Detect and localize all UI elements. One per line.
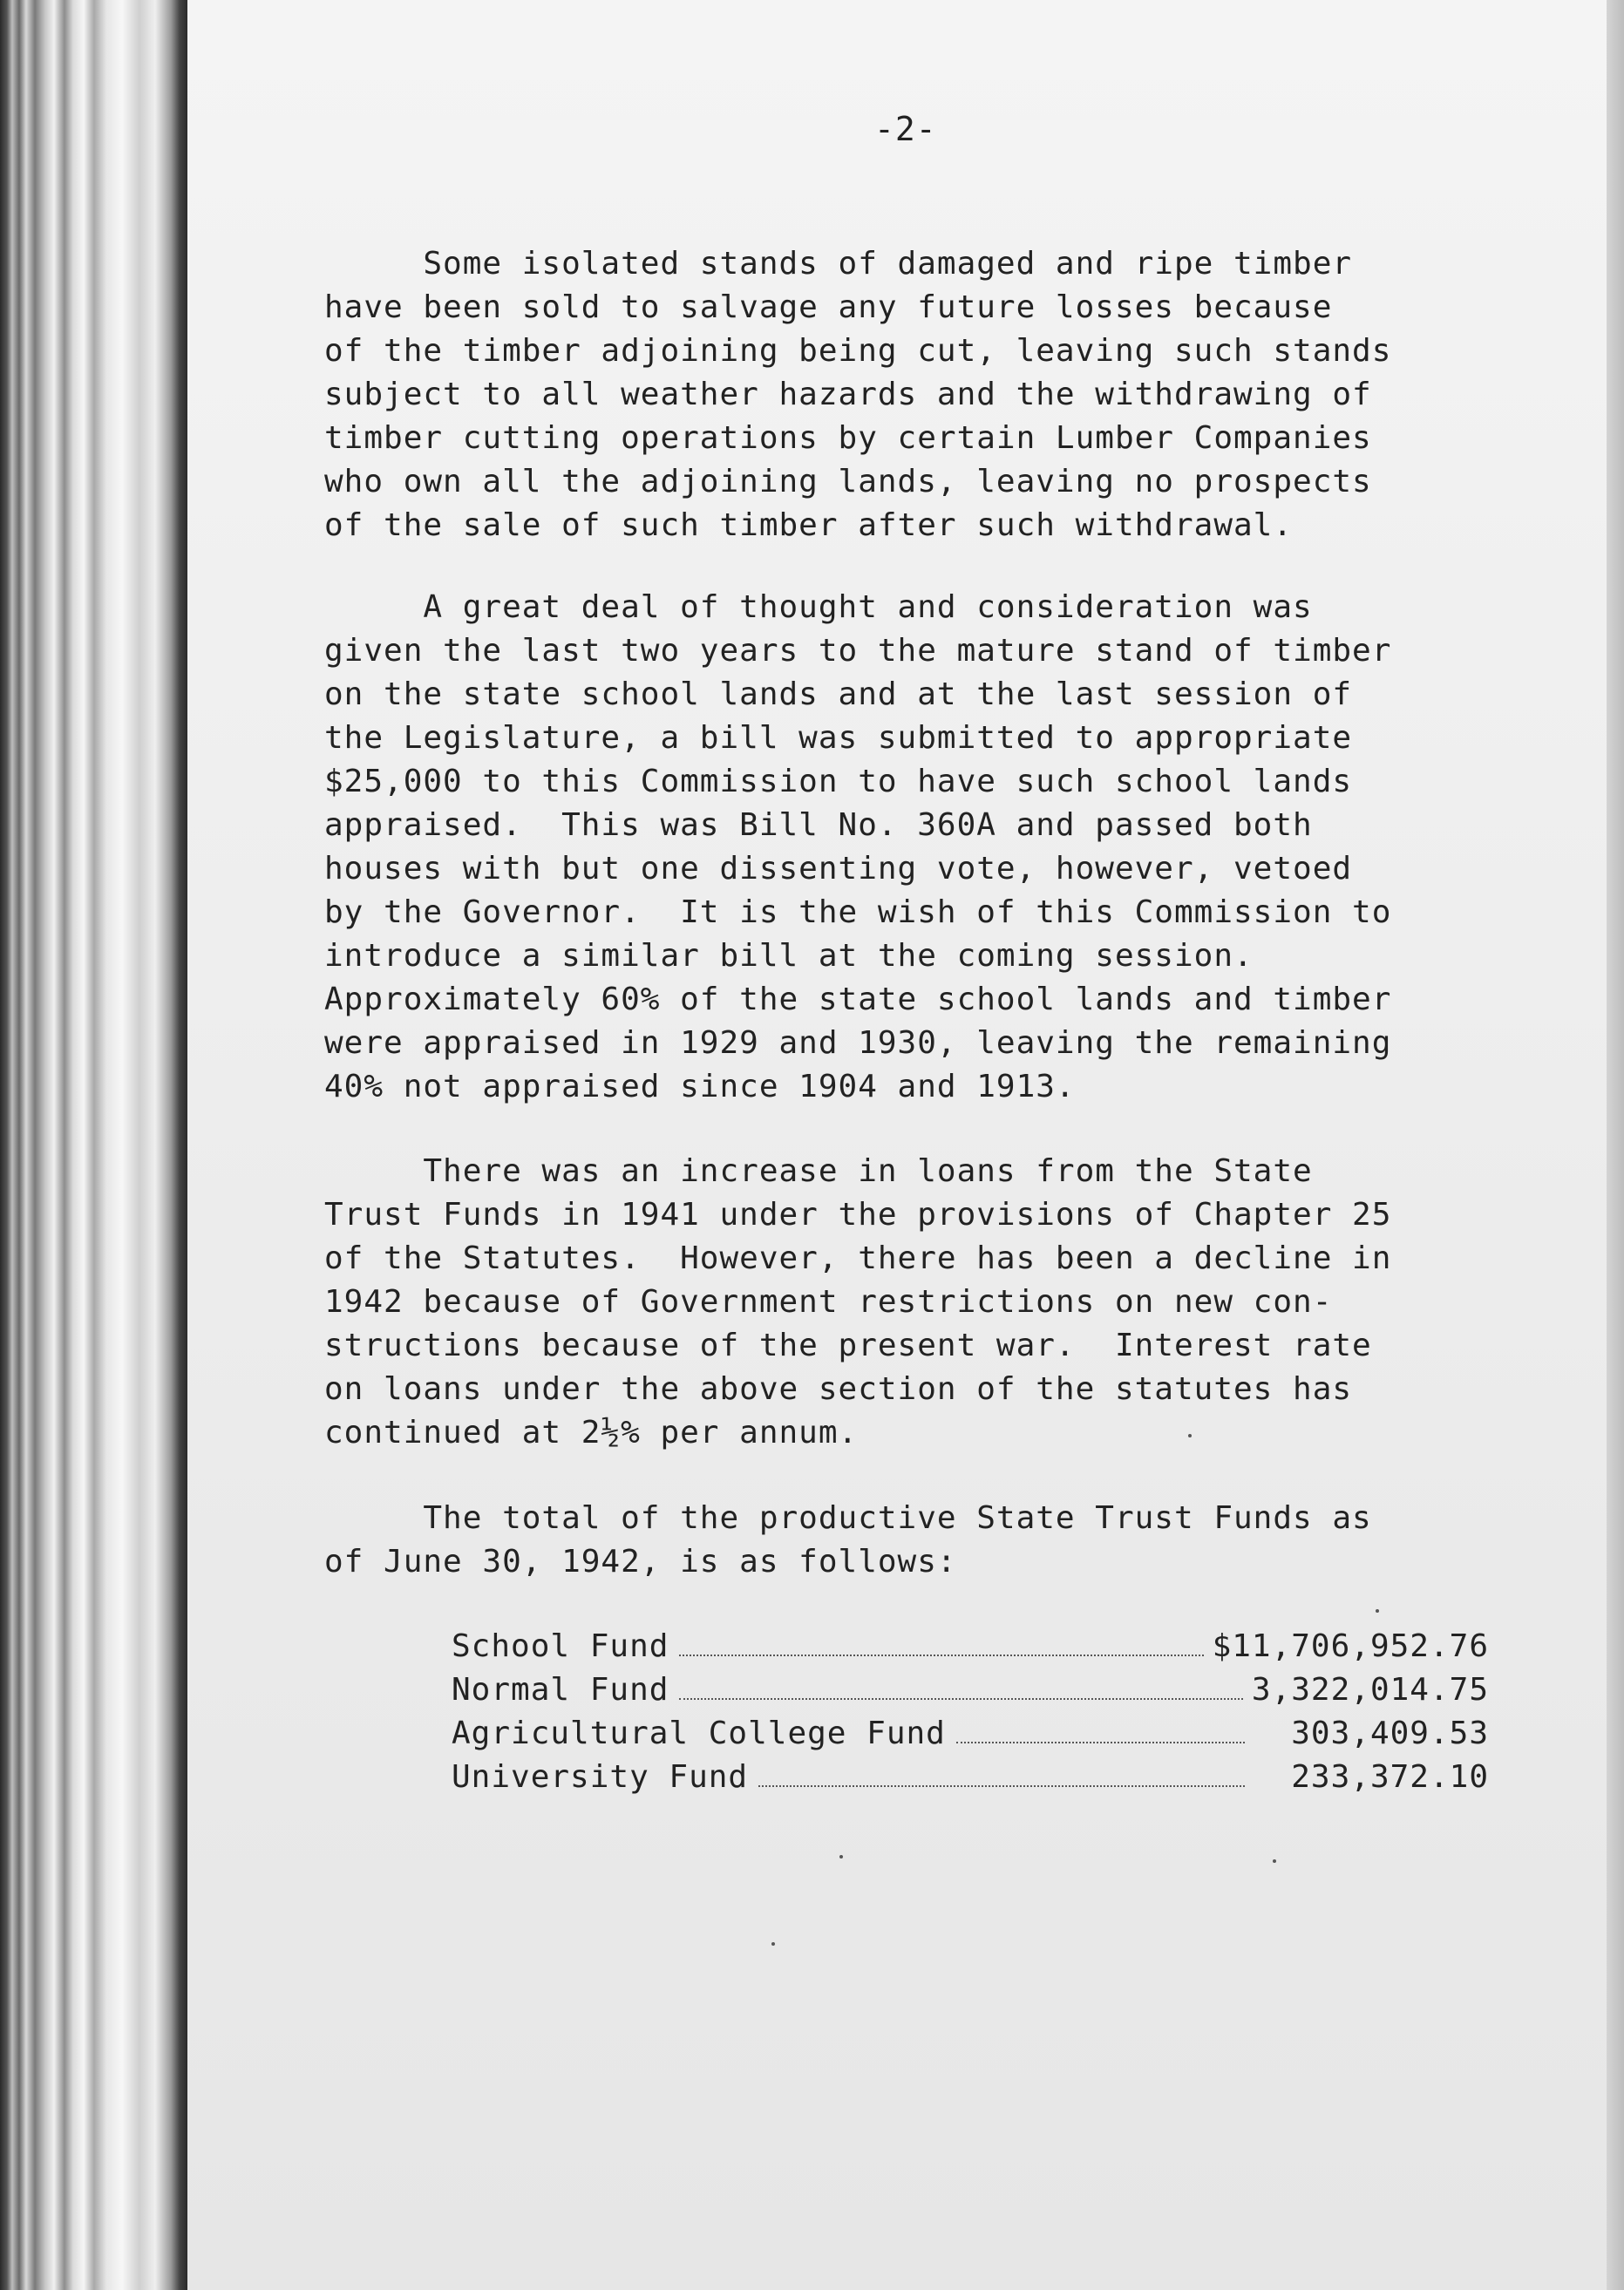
text-line: of the timber adjoining being cut, leaving such stands xyxy=(324,333,1392,369)
fund-row xyxy=(452,1756,1489,1799)
fund-row xyxy=(452,1712,1489,1756)
trust-fund-table xyxy=(452,1625,1489,1799)
fund-amount: $11,706,952.76 xyxy=(1212,1628,1489,1664)
text-line: of the Statutes. However, there has been a decline in xyxy=(324,1240,1392,1276)
paper-speck xyxy=(771,1942,775,1946)
paragraph-trust-fund-loans xyxy=(324,1150,1501,1455)
text-line: $25,000 to this Commission to have such school lands xyxy=(324,764,1353,799)
text-line: on loans under the above section of the statutes has xyxy=(324,1371,1353,1407)
paper-speck xyxy=(1188,1434,1192,1437)
dot-leader xyxy=(679,1655,1203,1656)
dot-leader xyxy=(758,1785,1245,1787)
paper-speck xyxy=(1376,1609,1379,1613)
fund-name: Normal Fund xyxy=(452,1672,669,1708)
text-line: on the state school lands and at the last session of xyxy=(324,676,1353,712)
text-line: who own all the adjoining lands, leaving no prospects xyxy=(324,464,1372,499)
dot-leader xyxy=(679,1698,1242,1700)
paper-speck xyxy=(839,1855,843,1859)
text-line: of the sale of such timber after such withdrawal. xyxy=(324,507,1294,543)
text-line: of June 30, 1942, is as follows: xyxy=(324,1544,957,1580)
text-line: 40% not appraised since 1904 and 1913. xyxy=(324,1069,1076,1104)
text-line: 1942 because of Government restrictions on new con- xyxy=(324,1284,1333,1320)
paragraph-timber-salvage xyxy=(324,242,1501,547)
text-line: the Legislature, a bill was submitted to appropriate xyxy=(324,720,1353,756)
fund-amount: 233,372.10 xyxy=(1291,1759,1489,1795)
page-right-edge xyxy=(1607,0,1624,2290)
fund-name: University Fund xyxy=(452,1759,749,1795)
paragraph-fund-totals-intro xyxy=(324,1497,1501,1584)
fund-row xyxy=(452,1625,1489,1668)
text-line: The total of the productive State Trust Funds as xyxy=(324,1500,1372,1536)
book-binding-edge xyxy=(0,0,187,2290)
text-line: A great deal of thought and consideration was xyxy=(324,589,1313,625)
fund-name: School Fund xyxy=(452,1628,669,1664)
text-line: by the Governor. It is the wish of this Commission to xyxy=(324,894,1392,930)
text-line: were appraised in 1929 and 1930, leaving the remaining xyxy=(324,1025,1392,1061)
text-line: timber cutting operations by certain Lumber Companies xyxy=(324,420,1372,456)
fund-amount: 303,409.53 xyxy=(1291,1716,1489,1751)
text-line: appraised. This was Bill No. 360A and passed both xyxy=(324,807,1313,843)
text-line: There was an increase in loans from the State xyxy=(324,1153,1313,1189)
text-line: introduce a similar bill at the coming session. xyxy=(324,938,1254,974)
text-line: houses with but one dissenting vote, however, vetoed xyxy=(324,851,1353,887)
fund-row xyxy=(452,1668,1489,1712)
text-line: subject to all weather hazards and the withdrawing of xyxy=(324,377,1372,412)
text-line: Approximately 60% of the state school lands and timber xyxy=(324,982,1392,1017)
paper-speck xyxy=(1273,1859,1276,1863)
dot-leader xyxy=(956,1742,1245,1743)
page-number: -2- xyxy=(874,110,937,148)
paragraph-school-lands-appraisal xyxy=(324,586,1501,1109)
text-line: Trust Funds in 1941 under the provisions of Chapter 25 xyxy=(324,1197,1392,1233)
text-line: Some isolated stands of damaged and ripe timber xyxy=(324,246,1353,282)
fund-name: Agricultural College Fund xyxy=(452,1716,946,1751)
fund-amount: 3,322,014.75 xyxy=(1251,1672,1489,1708)
text-line: continued at 2½% per annum. xyxy=(324,1415,859,1451)
text-line: have been sold to salvage any future losses because xyxy=(324,289,1333,325)
text-line: given the last two years to the mature stand of timber xyxy=(324,633,1392,669)
text-line: structions because of the present war. Interest rate xyxy=(324,1328,1372,1363)
